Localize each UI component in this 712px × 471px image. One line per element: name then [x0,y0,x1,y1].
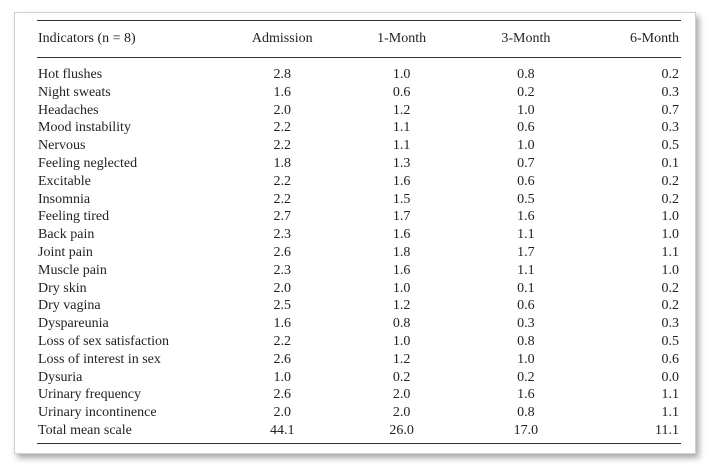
table-row [37,297,681,315]
header-row [37,21,681,58]
cell-3-month: 1.0 [517,138,535,154]
cell-1-month: 1.6 [392,173,411,189]
cell-6-month: 11.1 [585,422,681,443]
cell-3-month: 1.0 [517,102,535,118]
cell-1-month: 1.8 [392,244,411,260]
cell-indicator: Dry vagina [38,298,101,314]
cell-admission: 2.6 [273,244,291,260]
cell-1-month: 1.6 [392,227,411,243]
cell-1-month: 1.2 [392,351,411,367]
cell-admission: 2.0 [273,280,291,296]
cell-1-month: 1.1 [392,120,411,136]
cell-indicator: Hot flushes [38,67,103,82]
cell-indicator: Night sweats [38,84,111,100]
table-row [37,102,681,120]
cell-admission: 2.0 [273,102,291,118]
cell-1-month: 1.7 [392,209,411,225]
cell-indicator: Loss of sex satisfaction [38,333,170,349]
cell-6-month: 1.0 [661,262,679,278]
cell-3-month: 1.0 [517,351,535,367]
cell-6-month: 0.2 [661,298,679,314]
cell-6-month: 0.5 [661,333,679,349]
cell-1-month: 1.0 [392,67,411,82]
cell-admission: 1.0 [273,369,291,385]
cell-3-month: 1.1 [517,227,535,243]
cell-admission: 2.3 [273,262,291,278]
cell-3-month: 0.7 [517,155,535,171]
cell-admission: 2.2 [273,120,291,136]
cell-1-month: 2.0 [392,387,411,403]
cell-6-month: 1.0 [661,209,679,225]
cell-6-month: 1.1 [661,405,679,421]
cell-1-month: 0.2 [392,369,411,385]
header-1-month: 1-Month [337,21,466,58]
cell-indicator: Mood instability [38,120,131,136]
cell-1-month: 1.5 [392,191,411,207]
cell-admission: 1.6 [273,316,291,332]
cell-admission: 2.2 [273,138,291,154]
total-row [37,422,681,443]
cell-indicator: Nervous [38,138,86,154]
cell-indicator: Urinary frequency [38,387,142,403]
cell-1-month: 1.0 [392,333,411,349]
cell-admission: 2.0 [273,405,291,421]
cell-3-month: 1.1 [517,262,535,278]
cell-admission: 2.3 [273,227,291,243]
table-frame [14,12,696,454]
cell-admission: 1.6 [273,84,291,100]
cell-3-month: 0.6 [517,120,535,136]
table-row [37,315,681,333]
cell-admission: 2.2 [273,333,291,349]
cell-indicator: Insomnia [38,191,91,207]
cell-6-month: 0.5 [661,138,679,154]
cell-6-month: 0.3 [661,316,679,332]
cell-indicator: Muscle pain [38,262,107,278]
cell-6-month: 0.6 [661,351,679,367]
cell-admission: 2.7 [273,209,291,225]
header-admission: Admission [227,21,337,58]
cell-1-month: 1.2 [392,298,411,314]
cell-indicator: Headaches [38,102,99,118]
cell-3-month: 0.6 [517,298,535,314]
cell-6-month: 0.2 [661,173,679,189]
cell-6-month: 0.2 [661,67,679,82]
table-body [37,58,681,444]
cell-indicator: Urinary incontinence [38,405,157,421]
table-row [37,208,681,226]
cell-indicator: Total mean scale [37,422,227,443]
cell-admission: 1.8 [273,155,291,171]
cell-indicator: Dyspareunia [38,316,109,332]
cell-admission: 2.2 [273,191,291,207]
cell-6-month: 0.2 [661,280,679,296]
table-header [37,21,681,58]
table-row [37,333,681,351]
cell-1-month: 26.0 [337,422,466,443]
cell-6-month: 1.1 [661,387,679,403]
table-row [37,386,681,404]
cell-admission: 44.1 [227,422,337,443]
cell-admission: 2.6 [273,387,291,403]
cell-indicator: Dysuria [38,369,83,385]
table-row [37,404,681,422]
cell-admission: 2.6 [273,351,291,367]
table-row [37,191,681,209]
cell-indicator: Joint pain [38,244,93,260]
indicators-table [37,20,681,444]
cell-3-month: 0.6 [517,173,535,189]
header-6-month: 6-Month [585,21,681,58]
table-row [37,84,681,102]
cell-3-month: 0.5 [517,191,535,207]
cell-1-month: 0.6 [392,84,411,100]
cell-3-month: 0.1 [517,280,535,296]
header-3-month: 3-Month [466,21,585,58]
cell-3-month: 1.6 [517,387,535,403]
table-row [37,137,681,155]
cell-3-month: 0.2 [517,369,535,385]
table-row [37,155,681,173]
header-indicators: Indicators (n = 8) [37,21,227,58]
cell-1-month: 1.1 [392,138,411,154]
cell-6-month: 1.1 [661,244,679,260]
table-row [37,351,681,369]
cell-3-month: 0.8 [517,333,535,349]
table-row [37,244,681,262]
cell-indicator: Dry skin [38,280,87,296]
table-row [37,66,681,84]
cell-6-month: 1.0 [661,227,679,243]
cell-3-month: 1.6 [517,209,535,225]
cell-3-month: 0.8 [517,67,535,82]
cell-1-month: 1.0 [392,280,411,296]
cell-indicator: Back pain [38,227,95,243]
cell-6-month: 0.2 [661,191,679,207]
cell-6-month: 0.7 [661,102,679,118]
cell-1-month: 0.8 [392,316,411,332]
cell-admission: 2.8 [273,67,291,82]
table-row [37,173,681,191]
cell-3-month: 0.3 [517,316,535,332]
cell-indicator: Loss of interest in sex [38,351,161,367]
table-row [37,262,681,280]
cell-3-month: 1.7 [517,244,535,260]
cell-indicator: Excitable [38,173,91,189]
cell-admission: 2.2 [273,173,291,189]
table-row [37,280,681,298]
table-row [37,119,681,137]
cell-admission: 2.5 [273,298,291,314]
cell-3-month: 0.8 [517,405,535,421]
cell-indicator: Feeling tired [38,209,110,225]
cell-indicator: Feeling neglected [38,155,138,171]
cell-6-month: 0.3 [661,84,679,100]
cell-3-month: 0.2 [517,84,535,100]
table-row [37,226,681,244]
cell-6-month: 0.0 [661,369,679,385]
cell-1-month: 1.3 [392,155,411,171]
table-row [37,369,681,387]
cell-1-month: 1.6 [392,262,411,278]
cell-3-month: 17.0 [466,422,585,443]
cell-1-month: 1.2 [392,102,411,118]
cell-6-month: 0.1 [661,155,679,171]
spacer-row [37,58,681,67]
cell-1-month: 2.0 [392,405,411,421]
cell-6-month: 0.3 [661,120,679,136]
